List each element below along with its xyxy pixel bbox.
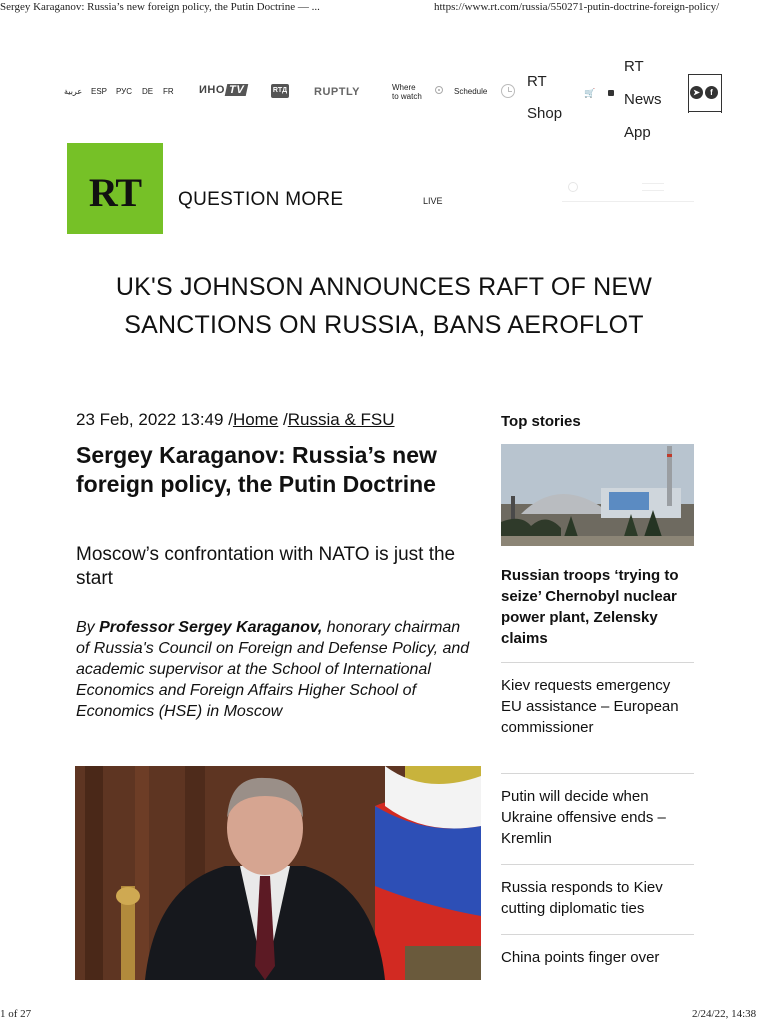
breaking-headline[interactable]: UK'S JOHNSON ANNOUNCES RAFT OF NEW SANCTIONS ON RUSSIA, BANS AEROFLOT [115,273,653,339]
social-links [688,74,722,112]
top-story-lead[interactable]: Russian troops ‘trying to seize’ Chernobyl nuclear power plant, Zelensky claims [501,567,679,647]
lang-link-russian[interactable]: РУС [116,87,133,96]
clock-icon [501,84,515,98]
top-stories-sidebar [501,413,694,966]
print-header [0,0,768,16]
social-divider-left [688,75,689,113]
schedule-link[interactable]: Schedule [454,87,488,96]
rtd-link[interactable]: RTД [271,84,289,98]
top-story-item[interactable]: Putin will decide when Ukraine offensive ends – Kremlin [501,773,694,849]
rt-shop-line1: RT [527,73,547,90]
article-title: Sergey Karaganov: Russia’s new foreign policy, the Putin Doctrine [76,442,437,497]
article-subtitle: Moscow’s confrontation with NATO is just the start [76,544,456,589]
print-page-url: https://www.rt.com/russia/550271-putin-doctrine-foreign-policy/ [434,1,720,13]
top-story-item[interactable]: Kiev requests emergency EU assistance – European commissioner [501,662,694,738]
print-footer [0,1006,768,1024]
print-timestamp: 2/24/22, 14:38 [692,1008,757,1020]
rt-shop-link[interactable] [527,66,562,130]
article-byline [76,617,476,722]
telegram-icon[interactable]: ➤ [690,86,703,99]
live-link[interactable]: LIVE [423,196,443,206]
breadcrumb-separator: / [283,410,288,429]
top-navigation [64,50,724,140]
lang-link-french[interactable]: FR [163,87,174,96]
byline-by: By [76,619,100,636]
app-icon [608,90,614,96]
social-divider-right [721,75,722,113]
article-photo-illustration [75,766,481,980]
lang-link-german[interactable]: DE [142,87,154,96]
lang-link-spanish[interactable]: ESP [91,87,108,96]
rt-news-line1: RT [624,58,644,75]
breadcrumb-home[interactable]: Home [232,410,279,429]
print-page-number: 1 of 27 [0,1008,32,1020]
ruptly-link[interactable]: RUPTLY [314,86,360,98]
lang-link-arabic[interactable]: عربية [64,87,83,96]
breadcrumb-section[interactable]: Russia & FSU [287,410,395,429]
byline-description: honorary chairman of Russia's Council on Foreign and Defense Policy, and academic supervisor at the School of International Economics and Foreign Affairs Higher School of Economics (HSE) in Moscow [76,619,470,720]
rt-shop-line2: Shop [527,105,563,122]
chernobyl-plant-image [501,444,694,546]
top-story-item[interactable]: Russia responds to Kiev cutting diplomatic ties [501,864,694,919]
top-stories-heading: Top stories [501,413,581,430]
brand-tagline: QUESTION MORE [178,189,344,210]
print-page-title: Sergey Karaganov: Russia’s new foreign policy, the Putin Doctrine — ... [0,1,320,13]
inotv-text: ИНО [199,84,225,96]
top-story-thumbnail[interactable] [501,444,694,546]
inotv-tv-badge: TV [225,84,249,96]
article-photo [75,766,481,980]
broadcast-icon [435,86,443,94]
search-bar[interactable] [562,170,694,202]
rt-logo-text: RT [88,170,142,215]
top-story-item[interactable]: China points finger over [501,934,694,968]
rt-news-app-link[interactable] [624,50,662,149]
menu-icon[interactable] [642,183,664,191]
rt-news-line3: App [624,124,651,141]
byline-author: Professor Sergey Karaganov, [99,619,323,636]
inotv-link[interactable] [199,84,247,96]
rt-logo[interactable] [67,143,163,234]
where-to-watch-link[interactable] [392,83,422,101]
where-to-watch-line1: Where [392,83,416,92]
facebook-icon[interactable]: f [705,86,718,99]
breadcrumb-separator: / [228,410,233,429]
article-meta [76,410,395,430]
where-to-watch-line2: to watch [392,92,422,101]
search-icon[interactable] [568,182,578,192]
cart-icon: 🛒 [584,88,596,98]
rt-news-line2: News [624,91,662,108]
article-date: 23 Feb, 2022 13:49 [76,410,224,429]
